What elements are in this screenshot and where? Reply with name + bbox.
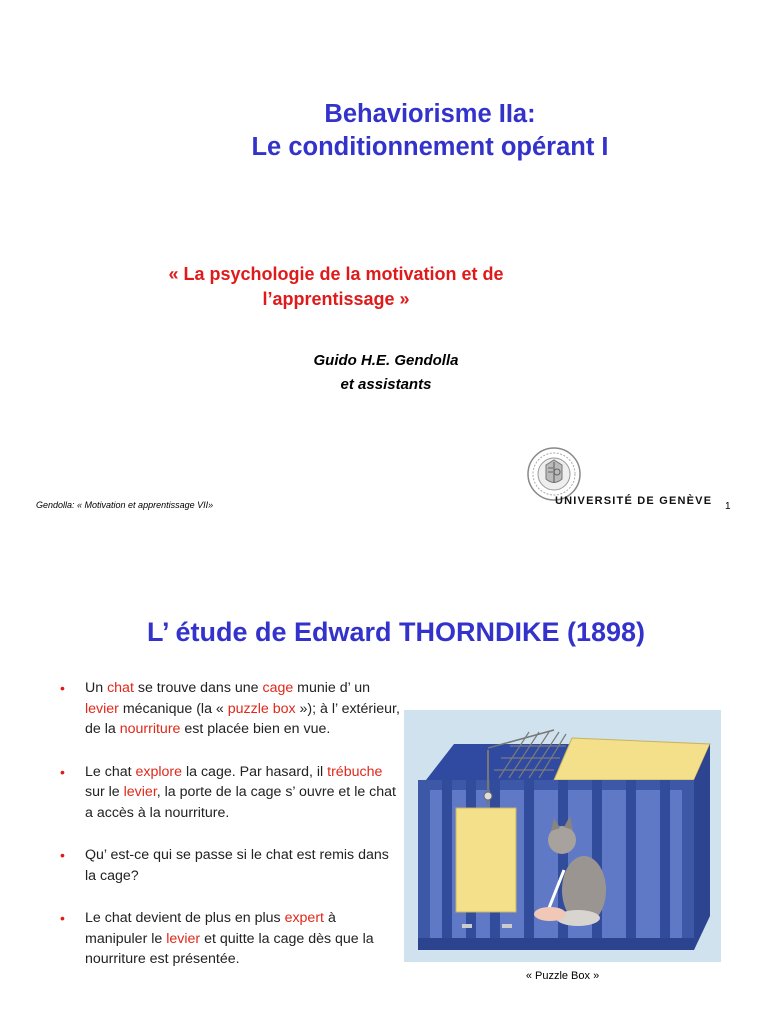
bullet-marker: • xyxy=(60,763,65,780)
slide-footer: Gendolla: « Motivation et apprentissage VII» xyxy=(36,500,214,510)
bullet-text: la cage. Par hasard, il xyxy=(182,763,328,780)
bullet-text: »); à l’ extérieur, de la xyxy=(85,700,400,737)
highlighted-term: puzzle box xyxy=(227,700,296,717)
bullet-text: , la porte de la cage s’ ouvre et le chat a accès à la nourriture. xyxy=(85,784,396,821)
hinge-right xyxy=(502,924,512,928)
yellow-lid xyxy=(554,738,710,780)
bullet-text: munie d’ un xyxy=(293,680,370,696)
yellow-door xyxy=(456,808,516,912)
slide-1-title xyxy=(0,98,768,164)
cage-base xyxy=(418,938,694,950)
highlighted-term: levier xyxy=(166,930,201,947)
highlighted-term: explore xyxy=(135,763,183,780)
subtitle-line-1: « La psychologie de la motivation et de xyxy=(168,264,504,284)
university-seal-logo xyxy=(526,446,582,502)
bullet-text: Le chat devient de plus en plus xyxy=(85,910,285,926)
bullet-text: Un xyxy=(85,680,108,696)
bullet-item xyxy=(60,908,400,970)
subtitle-line-2: l’apprentissage » xyxy=(262,289,410,309)
bullet-text: Qu’ est-ce qui se passe si le chat est remis dans la cage? xyxy=(85,847,389,884)
highlighted-term: levier xyxy=(123,784,157,800)
slide-1-subtitle xyxy=(0,262,672,312)
bullet-item xyxy=(60,678,400,740)
bullet-list xyxy=(60,678,400,992)
highlighted-term: expert xyxy=(284,910,324,926)
highlighted-term: levier xyxy=(85,700,119,717)
highlighted-term: trébuche xyxy=(327,763,383,780)
bullet-item xyxy=(60,762,400,824)
author-name: Guido H.E. Gendolla xyxy=(313,352,459,369)
bullet-marker: • xyxy=(60,680,65,696)
bullet-text: sur le xyxy=(85,784,124,800)
page-number: 1 xyxy=(725,501,731,512)
highlighted-term: nourriture xyxy=(119,721,181,737)
slide-2-title: L’ étude de Edward THORNDIKE (1898) xyxy=(146,617,646,647)
bullet-text: mécanique (la « xyxy=(118,700,228,717)
bullet-text: se trouve dans une xyxy=(133,680,263,696)
puzzle-box-illustration xyxy=(404,710,721,962)
cage-side xyxy=(694,744,710,950)
bullet-text: est placée bien en vue. xyxy=(180,721,331,737)
highlighted-term: chat xyxy=(107,680,134,696)
bullet-text: Le chat xyxy=(85,763,136,780)
university-name: UNIVERSITÉ DE GENÈVE xyxy=(555,495,713,507)
author-assistants: et assistants xyxy=(340,376,432,393)
highlighted-term: cage xyxy=(262,680,294,696)
author-block xyxy=(0,349,768,397)
hinge-left xyxy=(462,924,472,928)
slide-2 xyxy=(0,560,768,1024)
title-line-2: Le conditionnement opérant I xyxy=(251,133,609,161)
figure-caption: « Puzzle Box » xyxy=(525,970,600,982)
bullet-text: à manipuler le xyxy=(85,910,336,947)
bullet-text: et quitte la cage dès que la nourriture est présentée. xyxy=(85,930,374,967)
title-line-1: Behaviorisme IIa: xyxy=(324,100,536,128)
bullet-marker: • xyxy=(60,847,65,863)
food-dish xyxy=(534,907,566,921)
bullet-marker: • xyxy=(60,910,65,926)
bullet-item xyxy=(60,845,400,886)
